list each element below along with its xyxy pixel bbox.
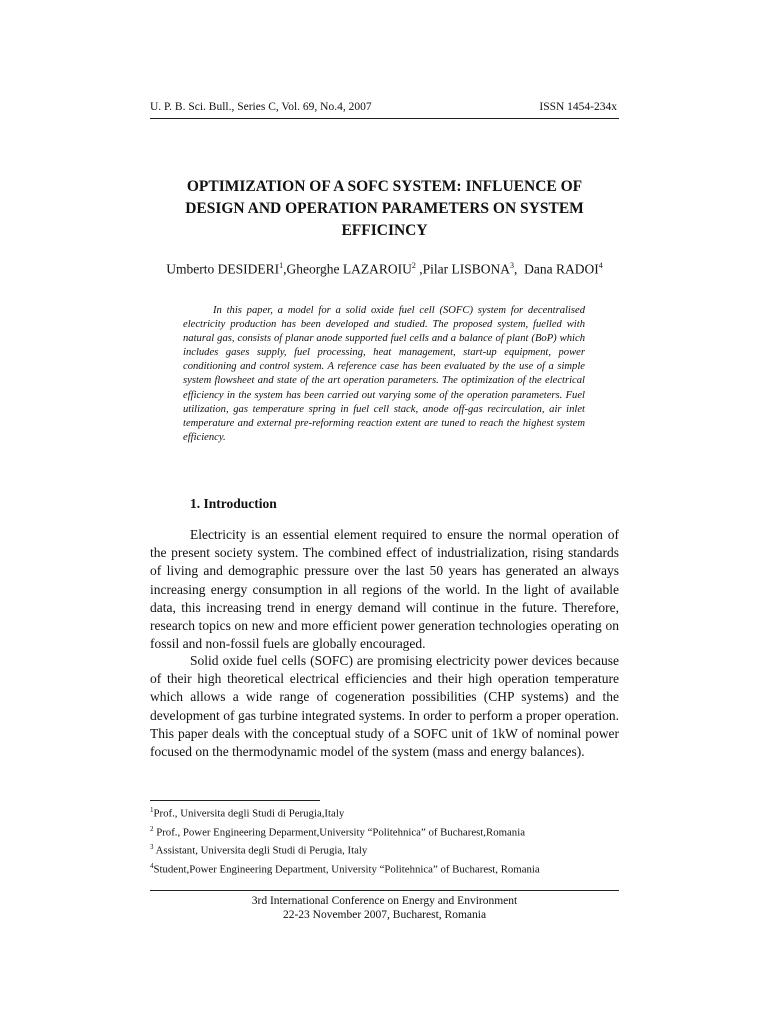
- footnote-mark: 4: [150, 861, 154, 870]
- author-affiliation-mark: 1: [279, 261, 284, 270]
- author-name: Umberto DESIDERI: [166, 261, 280, 277]
- author-name: Pilar LISBONA: [422, 261, 510, 277]
- running-header: [150, 101, 617, 113]
- body-paragraph: Solid oxide fuel cells (SOFC) are promising electricity power devices because of their high theoretical electrical efficiencies and their high operation temperature which allows a wide range of cogeneration possibilities (CHP systems) and the development of gas turbine integrated systems. In order to perform a proper operation. This paper deals with the conceptual study of a SOFC unit of 1kW of nominal power focused on the thermodynamic model of the system (mass and energy balances).: [150, 653, 619, 760]
- journal-citation: U. P. B. Sci. Bull., Series C, Vol. 69, No.4, 2007: [150, 101, 372, 113]
- footnote-text: Prof., Universita degli Studi di Perugia,Italy: [153, 807, 345, 820]
- footnote: [150, 822, 619, 841]
- footnote-text: Student,Power Engineering Department, University “Politehnica” of Bucharest, Romania: [153, 863, 540, 876]
- header-rule: [150, 118, 619, 119]
- footnote: [150, 803, 619, 822]
- footnote-rule: [150, 800, 320, 801]
- footnote-mark: 3: [150, 843, 154, 852]
- footer-line: 22-23 November 2007, Bucharest, Romania: [282, 909, 487, 921]
- author-affiliation-mark: 2: [411, 261, 416, 270]
- footnote: [150, 840, 619, 859]
- author-separator: ,: [283, 261, 287, 277]
- footnote-text: Assistant, Universita degli Studi di Perugia, Italy: [153, 844, 368, 857]
- title-line: DESIGN AND OPERATION PARAMETERS ON SYSTEM: [185, 200, 584, 217]
- footnotes: [150, 803, 619, 877]
- paper-title: [150, 176, 619, 242]
- title-line: OPTIMIZATION OF A SOFC SYSTEM: INFLUENCE OF: [186, 178, 583, 195]
- footer-line: 3rd International Conference on Energy and Environment: [251, 895, 518, 907]
- issn: ISSN 1454-234x: [539, 101, 617, 113]
- footnote-text: Prof., Power Engineering Deparment,University “Politehnica” of Bucharest,Romania: [153, 826, 525, 839]
- author-affiliation-mark: 3: [509, 261, 514, 270]
- author-separator: ,: [415, 261, 423, 277]
- footer-rule: [150, 890, 619, 891]
- body-paragraph: Electricity is an essential element required to ensure the normal operation of the present society system. The combined effect of industrialization, rising standards of living and demographic pressure over the last 50 years has generated an always increasing energy consumption in all regions of the world. In the light of available data, this increasing trend in energy demand will continue in the future. Therefore, research topics on new and more efficient power generation technologies operating on fossil and non-fossil fuels are globally encouraged.: [150, 527, 619, 652]
- author-list: [150, 261, 619, 278]
- author-name: Gheorghe LAZAROIU: [286, 261, 412, 277]
- footnote-mark: 1: [150, 806, 154, 814]
- conference-footer: [150, 894, 619, 922]
- author-affiliation-mark: 4: [598, 261, 603, 270]
- section-heading: 1. Introduction: [190, 496, 277, 511]
- footnote: [150, 859, 619, 878]
- footnote-mark: 2: [150, 824, 154, 833]
- title-line: EFFICINCY: [341, 222, 428, 239]
- abstract: In this paper, a model for a solid oxide fuel cell (SOFC) system for decentralised electricity production has been developed and studied. The proposed system, fuelled with natural gas, consists of planar anode supported fuel cells and a balance of plant (BoP) which includes gases supply, fuel processing, heat management, start-up equipment, power conditioning and control system. A reference case has been evaluated by the use of a simple system flowsheet and state of the art operation parameters. The optimization of the electrical efficiency in the system has been carried out varying some of the operation parameters. Fuel utilization, gas temperature spring in fuel cell stack, anode off-gas recirculation, air inlet temperature and external pre-reforming reaction extent are tuned to reach the highest system efficiency.: [183, 305, 585, 443]
- author-name: Dana RADOI: [524, 261, 599, 277]
- author-separator: ,: [513, 261, 525, 277]
